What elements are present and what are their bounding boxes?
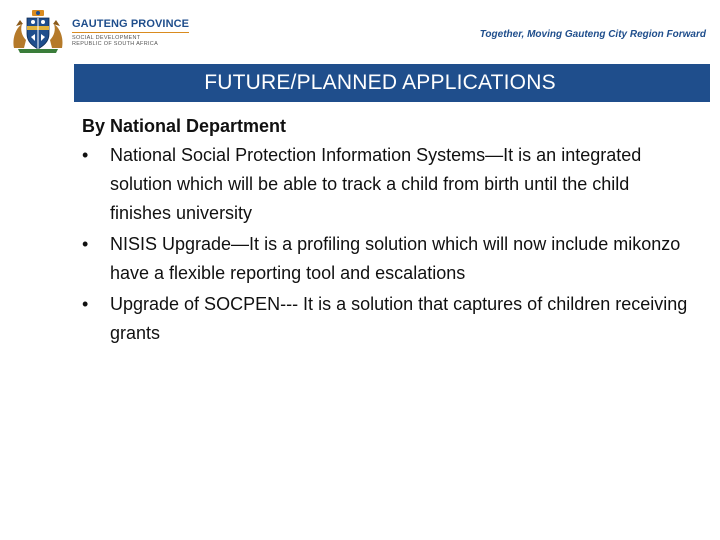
slide-title-bar — [74, 64, 710, 102]
brand-text — [72, 15, 189, 48]
logo — [8, 8, 189, 54]
bullet-item — [82, 290, 692, 348]
bullet-text: National Social Protection Information Systems—It is an integrated solution which will be able to track a child from birth until the child finishes university — [110, 145, 642, 223]
bullet-item — [82, 141, 692, 228]
bullet-item — [82, 230, 692, 288]
tagline: Together, Moving Gauteng City Region Forward — [479, 29, 706, 40]
bullet-text: Upgrade of SOCPEN--- It is a solution that captures of children receiving grants — [110, 294, 688, 343]
bullet-dot-icon: • — [82, 234, 89, 254]
country-name: REPUBLIC OF SOUTH AFRICA — [72, 41, 159, 47]
gauteng-coat-of-arms-icon — [8, 8, 68, 54]
bullet-dot-icon: • — [82, 145, 89, 165]
bullet-dot-icon: • — [82, 294, 89, 314]
slide-title: FUTURE/PLANNED APPLICATIONS — [204, 71, 556, 94]
department-name: SOCIAL DEVELOPMENT — [72, 34, 141, 41]
org-name: GAUTENG PROVINCE — [72, 19, 189, 33]
bullet-list — [82, 141, 692, 348]
subheading: By National Department — [82, 116, 287, 136]
header — [0, 0, 720, 62]
bullet-text: NISIS Upgrade—It is a profiling solution which will now include mikonzo have a flexible reporting tool and escalations — [110, 234, 681, 283]
slide-content — [82, 116, 692, 350]
